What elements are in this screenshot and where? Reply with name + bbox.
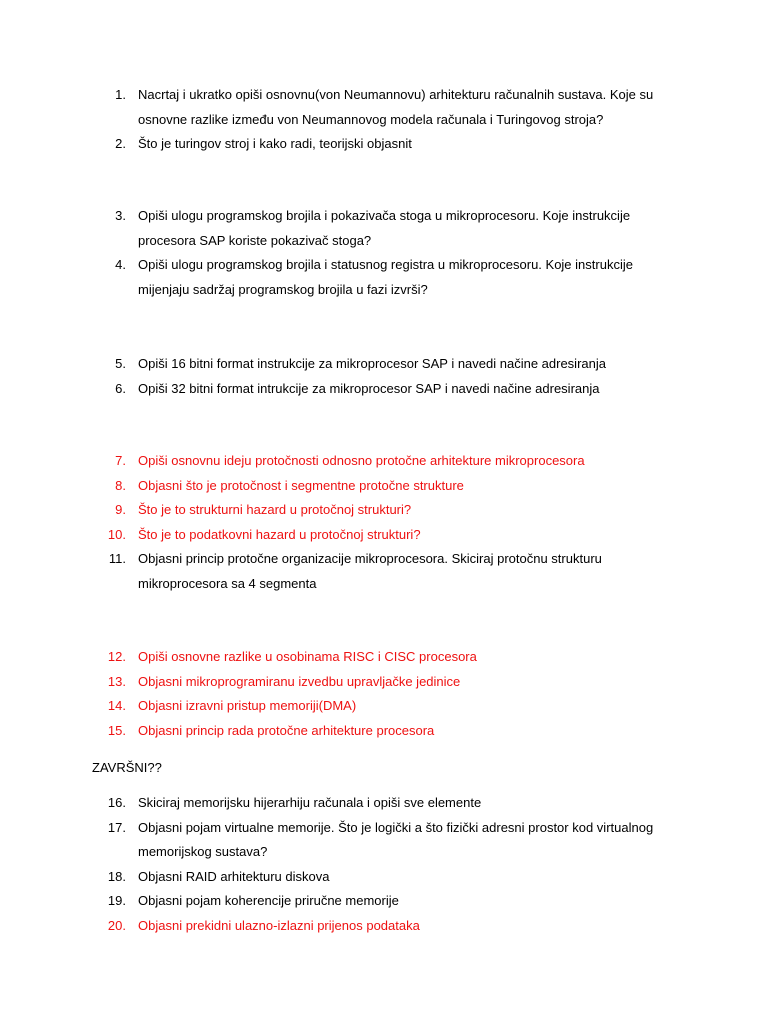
question-group-6 [0, 791, 768, 938]
item-text: Skiciraj memorijsku hijerarhiju računala i opiši sve elemente [138, 795, 482, 810]
item-text: Objasni mikroprogramiranu izvedbu upravljačke jedinice [138, 673, 461, 689]
list-item [0, 547, 768, 596]
item-text: Objasni princip rada protočne arhitekture procesora [138, 722, 435, 738]
item-number: 4. [115, 257, 126, 272]
list-item [0, 377, 768, 402]
item-number: 6. [115, 380, 126, 396]
item-number: 15. [107, 722, 126, 738]
list-item [0, 791, 768, 816]
item-number: 13. [107, 673, 126, 689]
item-text: Nacrtaj i ukratko opiši osnovnu(von Neumannovu) arhitekturu računalnih sustava. Koje su osnovne razlike između von Neumannovog modela računala i Turingovog stroja? [138, 87, 654, 127]
item-text: Što je to podatkovni hazard u protočnoj strukturi? [138, 526, 421, 542]
item-number: 7. [115, 453, 126, 468]
item-number: 3. [115, 208, 126, 223]
item-text: Objasni što je protočnost i segmentne protočne strukture [138, 477, 464, 493]
list-item [0, 352, 768, 377]
section-heading: ZAVRŠNI?? [92, 760, 162, 775]
list-item [0, 816, 768, 865]
item-number: 5. [115, 356, 126, 371]
question-group-5 [0, 645, 768, 743]
item-number: 8. [115, 477, 126, 493]
item-text: Objasni izravni pristup memoriji(DMA) [138, 698, 357, 713]
question-group-2 [0, 204, 768, 302]
list-item [0, 670, 768, 695]
item-text: Opiši osnovne razlike u osobinama RISC i CISC procesora [138, 649, 477, 664]
item-number: 10. [107, 526, 126, 542]
list-item [0, 132, 768, 157]
item-number: 16. [107, 795, 126, 810]
list-item [0, 719, 768, 744]
item-number: 11. [108, 551, 126, 566]
question-group-3 [0, 352, 768, 401]
list-item [0, 498, 768, 523]
item-text: Objasni prekidni ulazno-izlazni prijenos podataka [138, 917, 420, 933]
item-number: 20. [107, 917, 126, 933]
list-item [0, 914, 768, 939]
item-text: Što je to strukturni hazard u protočnoj strukturi? [138, 502, 412, 517]
item-number: 9. [115, 502, 126, 517]
list-item [0, 449, 768, 474]
question-group-4 [0, 449, 768, 596]
item-text: Objasni pojam virtualne memorije. Što je logički a što fizički adresni prostor kod virtualnog memorijskog sustava? [138, 819, 654, 859]
list-item [0, 474, 768, 499]
item-number: 2. [115, 136, 126, 151]
item-text: Opiši osnovnu ideju protočnosti odnosno protočne arhitekture mikroprocesora [138, 453, 585, 468]
item-text: Objasni princip protočne organizacije mikroprocesora. Skiciraj protočnu strukturu mikroprocesora sa 4 segmenta [138, 551, 602, 591]
list-item [0, 253, 768, 302]
list-item [0, 889, 768, 914]
item-text: Opiši 32 bitni format intrukcije za mikroprocesor SAP i navedi načine adresiranja [138, 380, 600, 396]
list-item [0, 523, 768, 548]
list-item [0, 694, 768, 719]
item-text: Opiši ulogu programskog brojila i pokazivača stoga u mikroprocesoru. Koje instrukcije procesora SAP koriste pokazivač stoga? [138, 208, 631, 248]
list-item [0, 645, 768, 670]
list-item [0, 83, 768, 132]
item-number: 14. [107, 698, 126, 713]
item-number: 17. [107, 819, 126, 835]
question-group-1 [0, 83, 768, 157]
item-text: Opiši ulogu programskog brojila i statusnog registra u mikroprocesoru. Koje instrukcije mijenjaju sadržaj programskog brojila u fazi izvrši? [138, 257, 633, 297]
item-text: Opiši 16 bitni format instrukcije za mikroprocesor SAP i navedi načine adresiranja [138, 356, 606, 371]
item-number: 1. [115, 87, 126, 102]
item-number: 19. [107, 893, 126, 908]
list-item [0, 204, 768, 253]
item-text: Objasni pojam koherencije priručne memorije [138, 893, 399, 908]
item-text: Objasni RAID arhitekturu diskova [138, 868, 330, 884]
item-text: Što je turingov stroj i kako radi, teorijski objasnit [138, 136, 412, 151]
list-item [0, 865, 768, 890]
item-number: 18. [107, 868, 126, 884]
item-number: 12. [107, 649, 126, 664]
